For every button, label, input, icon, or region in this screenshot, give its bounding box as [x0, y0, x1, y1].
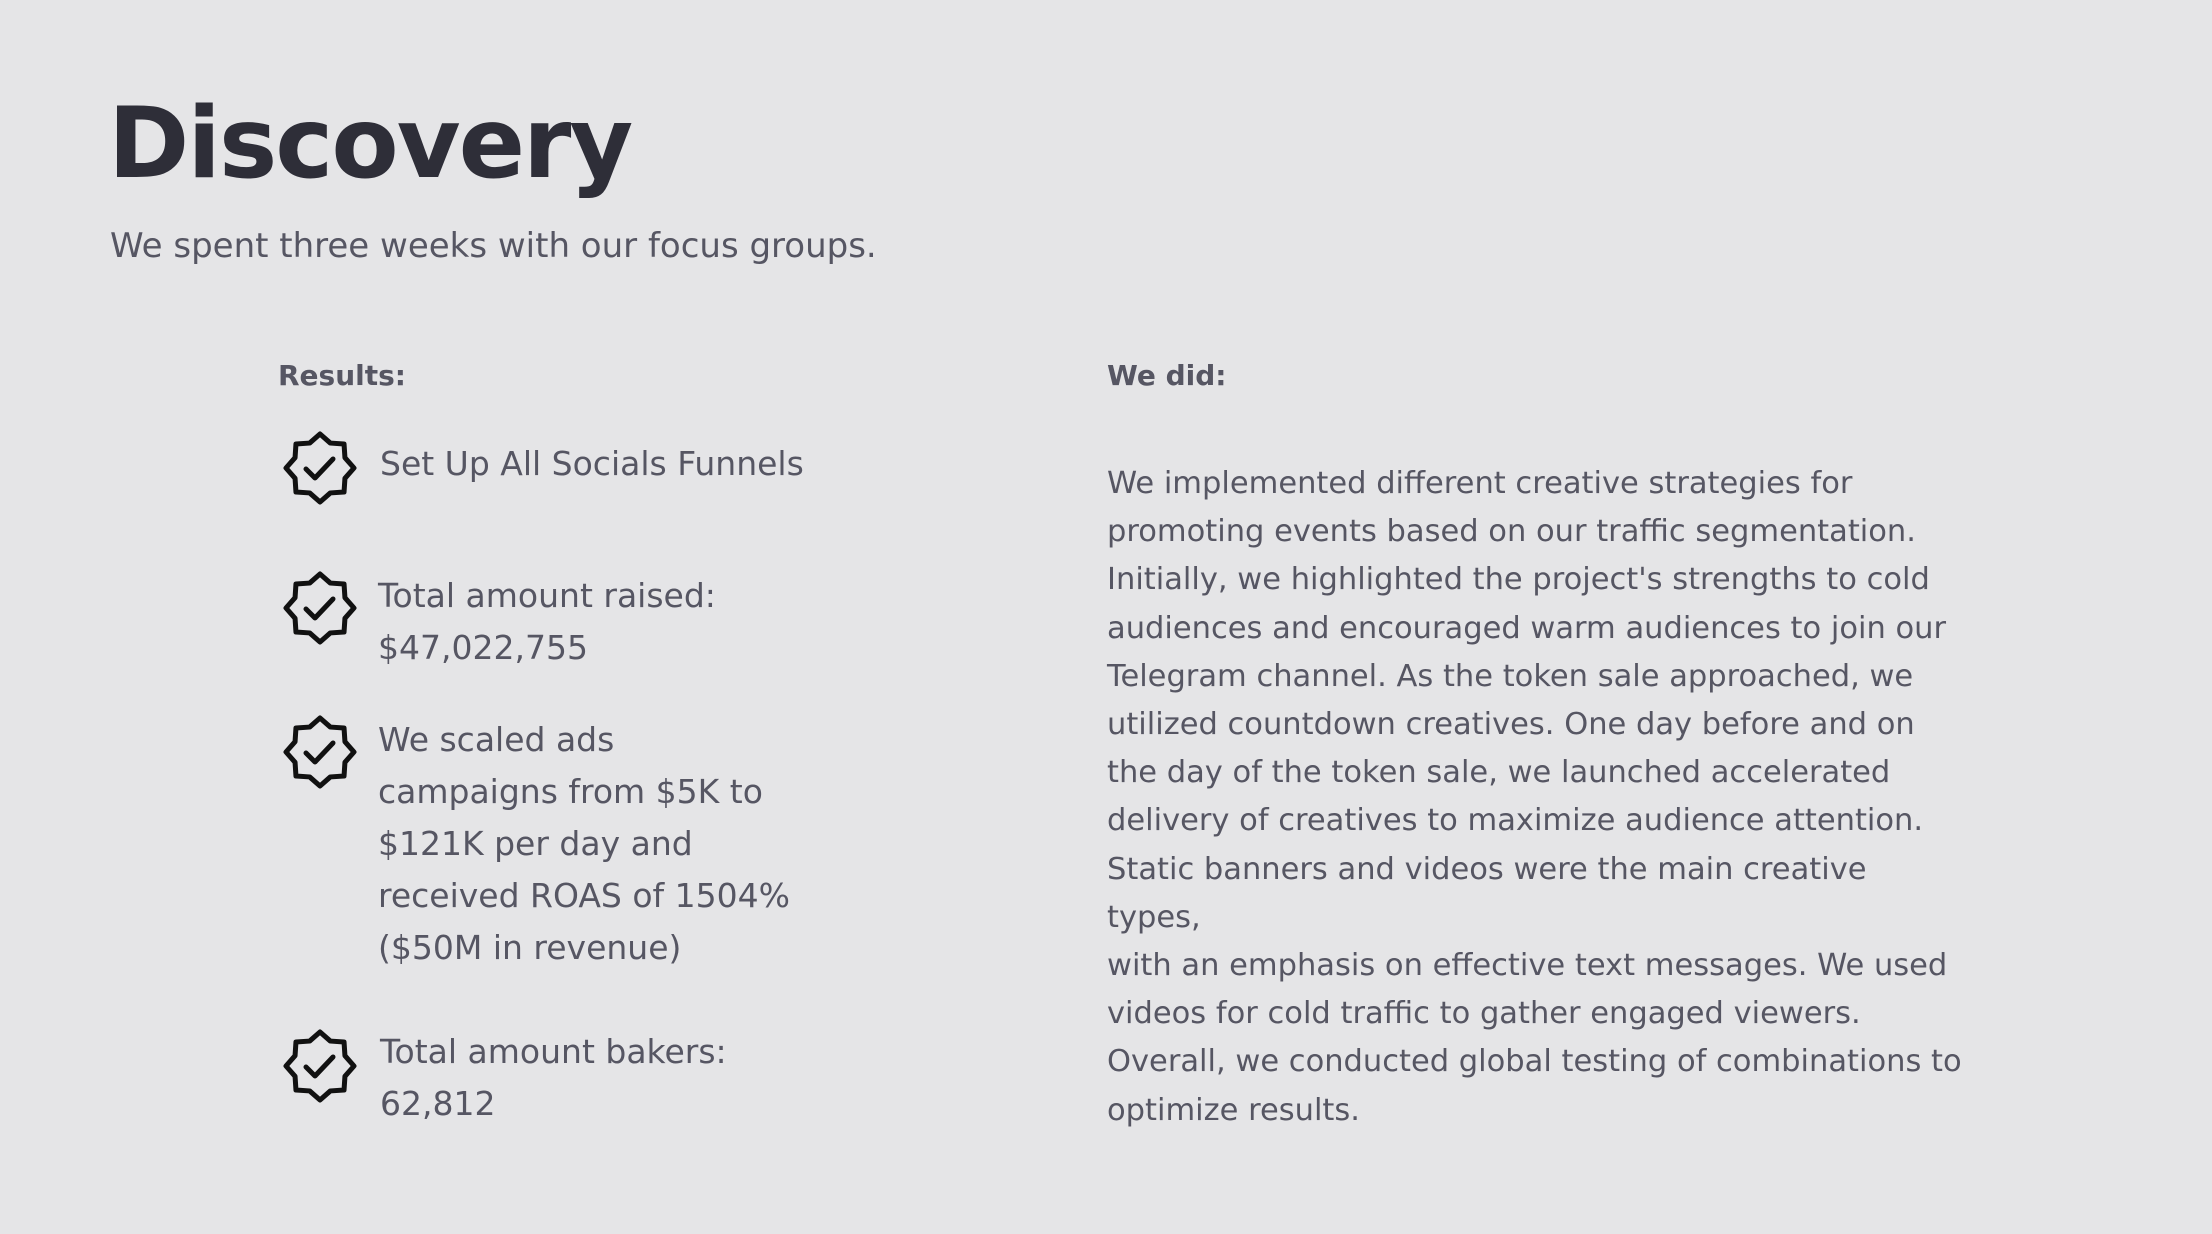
- result-item-amount-raised: [278, 570, 898, 680]
- result-text: [378, 714, 838, 974]
- we-did-heading: We did:: [1107, 359, 1227, 392]
- body-line: promoting events based on our traffic segmentation.: [1107, 514, 1916, 550]
- body-line: videos for cold traffic to gather engaged viewers.: [1107, 996, 1861, 1032]
- page-subtitle: We spent three weeks with our focus groups.: [110, 226, 877, 266]
- result-line: received ROAS of 1504%: [378, 876, 791, 915]
- result-text: [380, 438, 840, 490]
- verified-badge-icon: [282, 570, 358, 646]
- result-text: [380, 1026, 840, 1130]
- body-line: Overall, we conducted global testing of combinations to: [1107, 1044, 1962, 1080]
- body-line: audiences and encouraged warm audiences to join our: [1107, 610, 1947, 646]
- verified-badge-icon: [282, 1028, 358, 1104]
- body-line: with an emphasis on effective text messages. We used: [1107, 948, 1948, 984]
- result-text: [378, 570, 838, 674]
- body-line: Initially, we highlighted the project's strengths to cold: [1107, 562, 1930, 598]
- result-line: ($50M in revenue): [378, 928, 682, 967]
- body-line: the day of the token sale, we launched accelerated: [1107, 755, 1891, 791]
- body-line: Static banners and videos were the main creative types,: [1107, 851, 1867, 935]
- result-line: Total amount bakers:: [380, 1032, 727, 1071]
- body-line: delivery of creatives to maximize audience attention.: [1107, 803, 1924, 839]
- result-item-scaled-ads: [278, 714, 898, 984]
- result-line: $121K per day and: [378, 824, 693, 863]
- body-line: We implemented different creative strategies for: [1107, 466, 1853, 501]
- result-line: Total amount raised:: [378, 576, 716, 615]
- result-line: 62,812: [380, 1084, 496, 1123]
- result-line: We scaled ads: [378, 720, 615, 759]
- verified-badge-icon: [282, 430, 358, 506]
- result-line: campaigns from $5K to: [378, 772, 763, 811]
- page-title: Discovery: [108, 87, 632, 201]
- result-line: Set Up All Socials Funnels: [380, 444, 804, 483]
- verified-badge-icon: [282, 714, 358, 790]
- result-item-socials-funnels: [278, 428, 898, 508]
- body-line: Telegram channel. As the token sale approached, we: [1107, 658, 1914, 694]
- result-line: $47,022,755: [378, 628, 588, 667]
- we-did-body: [1107, 460, 1967, 1135]
- body-line: utilized countdown creatives. One day before and on: [1107, 707, 1915, 743]
- results-heading: Results:: [278, 359, 406, 392]
- result-item-total-bakers: [278, 1028, 898, 1138]
- body-line: optimize results.: [1107, 1092, 1360, 1128]
